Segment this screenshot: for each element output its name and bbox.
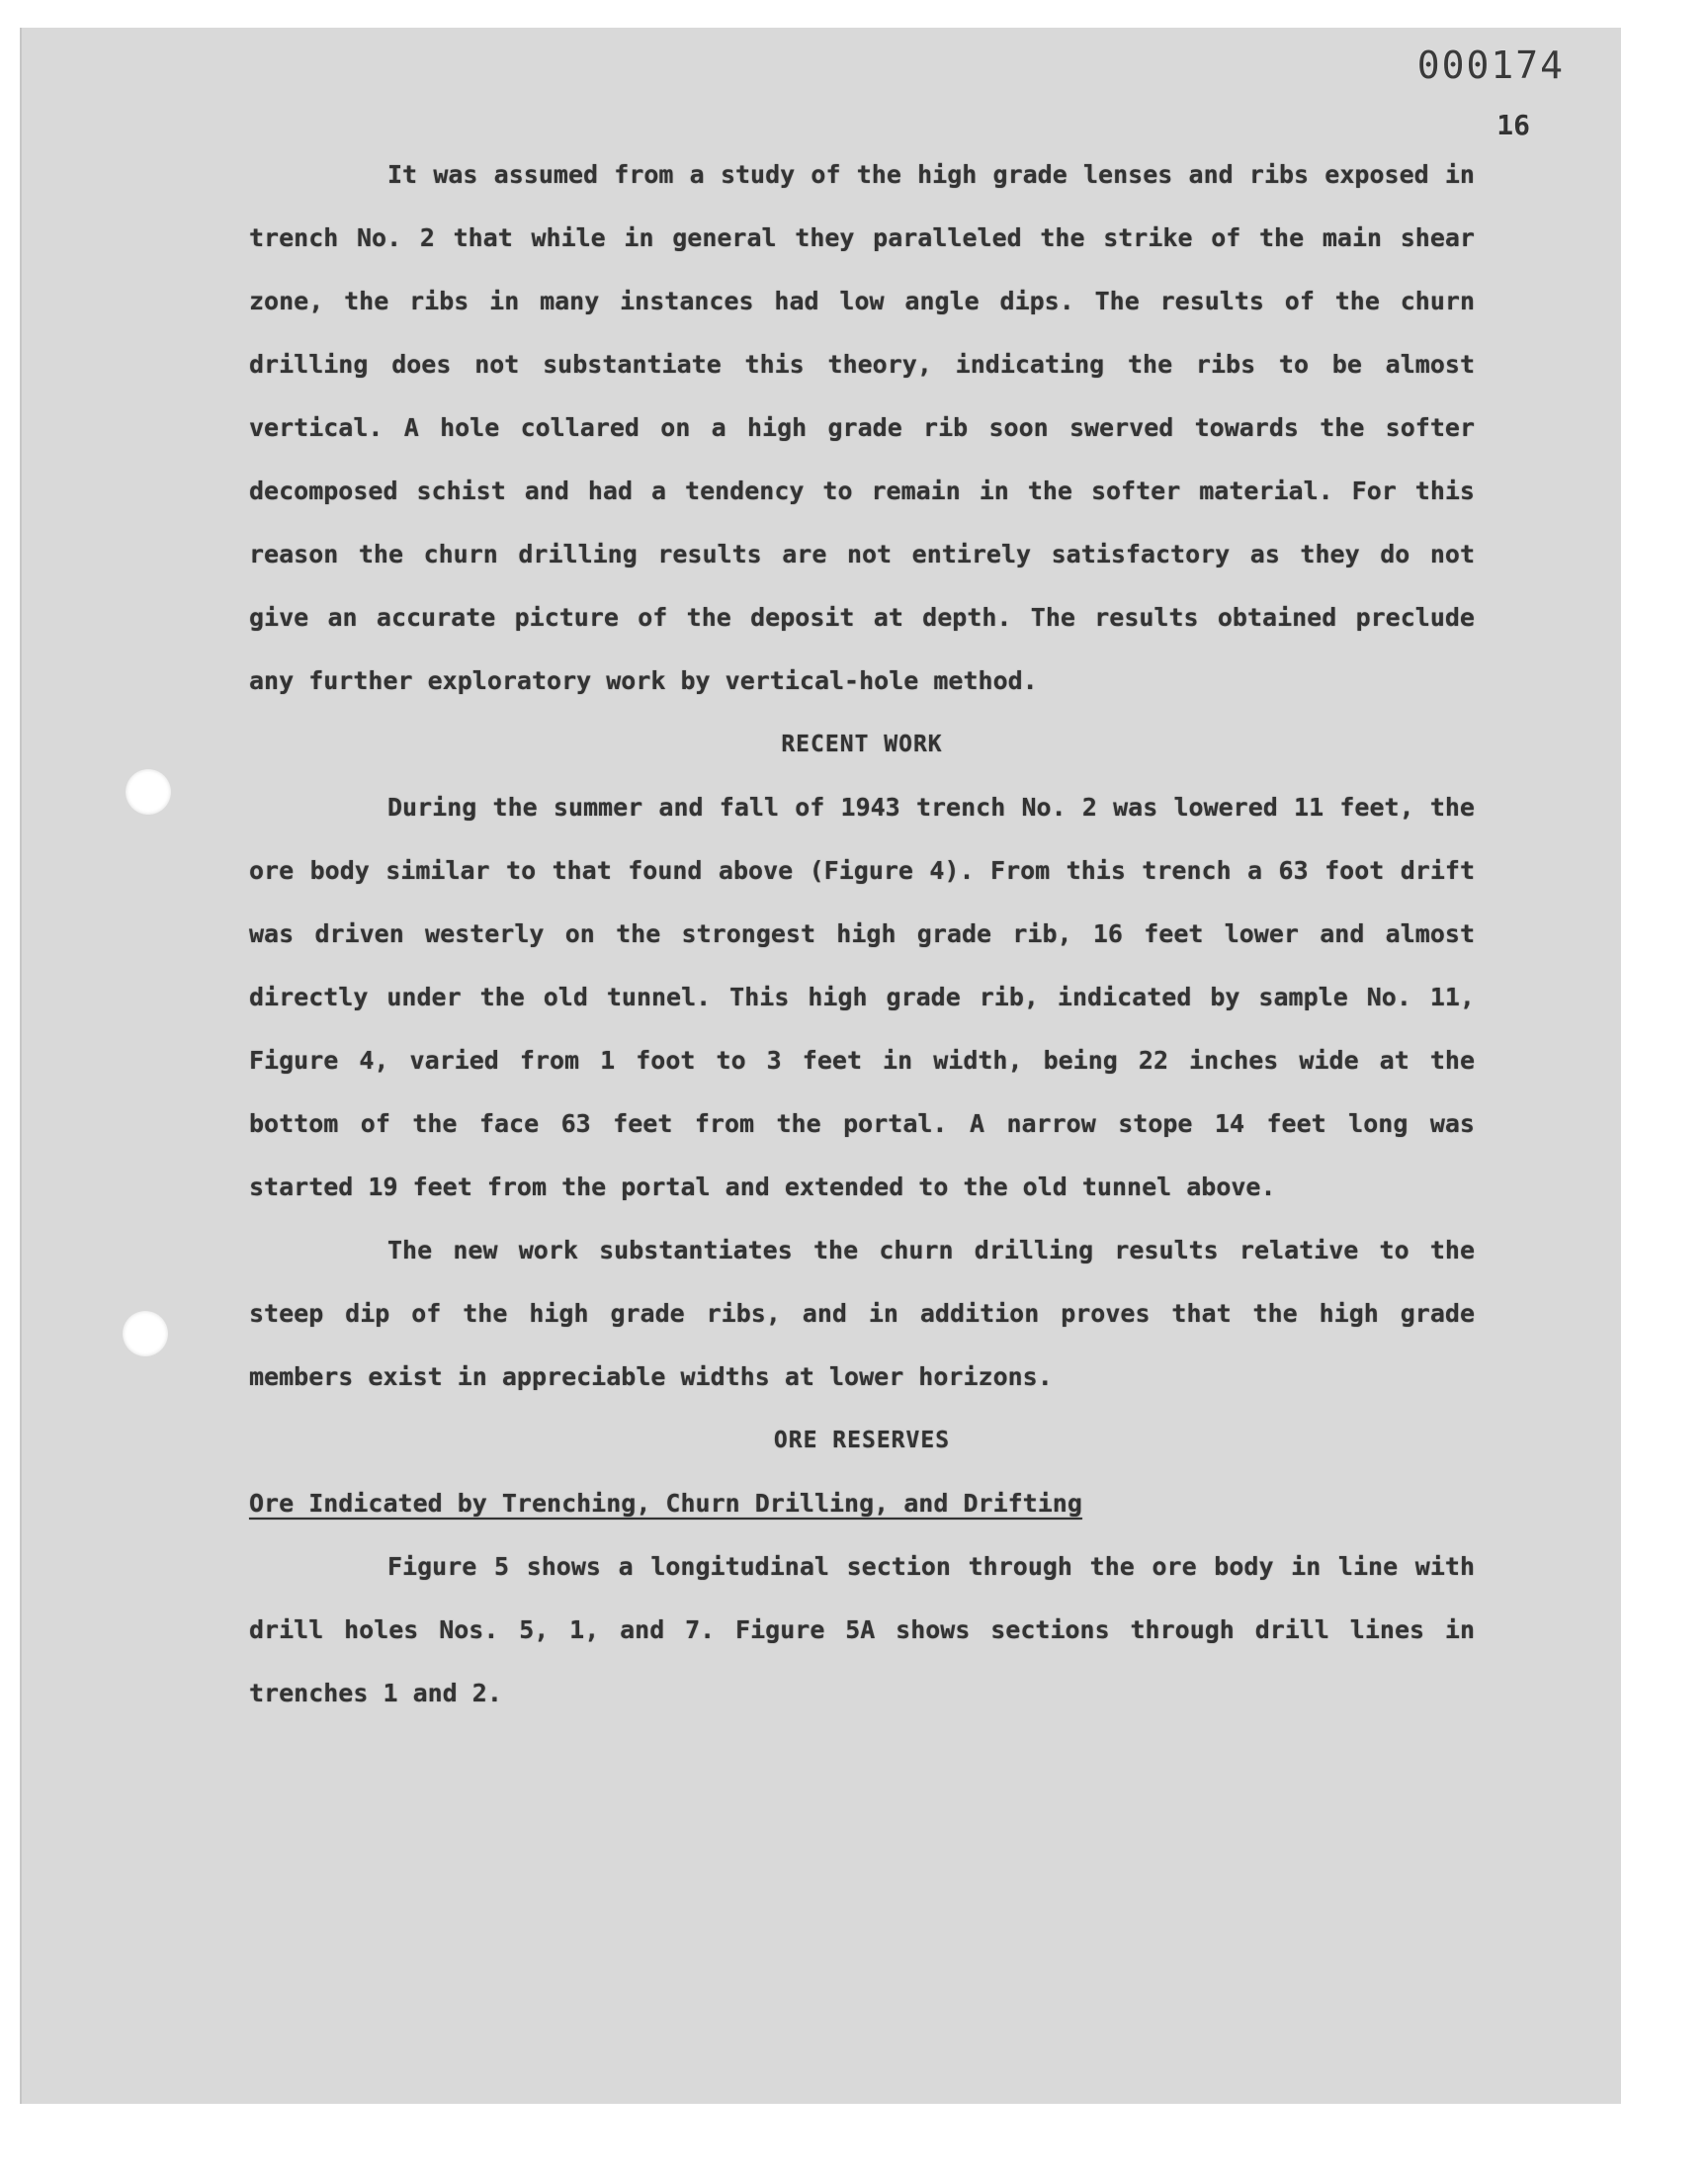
subheading-ore-indicated: Ore Indicated by Trenching, Churn Drilling, and Drifting [249, 1489, 1082, 1518]
punch-hole [123, 1311, 168, 1356]
paragraph-churn-drilling: It was assumed from a study of the high grade lenses and ribs exposed in trench No. 2 that while in general they paralleled the strike of the main shear zone, the ribs in many instances had low angle dips. The results of the churn drilling does not substantiate this theory, indicating the ribs to be almost vertical. A hole collared on a high grade rib soon swerved towards the softer decomposed schist and had a tendency to remain in the softer material. For this reason the churn drilling results are not entirely satisfactory as they do not give an accurate picture of the deposit at depth. The results obtained preclude any further exploratory work by vertical-hole method. [249, 160, 1475, 695]
heading-recent-work: RECENT WORK [781, 732, 943, 757]
paragraph-recent-work: During the summer and fall of 1943 trench No. 2 was lowered 11 feet, the ore body similar to that found above (Figure 4). From this trench a 63 foot drift was driven westerly on the strongest high grade rib, 16 feet lower and almost directly under the old tunnel. This high grade rib, indicated by sample No. 11, Figure 4, varied from 1 foot to 3 feet in width, being 22 inches wide at the bottom of the face 63 feet from the portal. A narrow stope 14 feet long was started 19 feet from the portal and extended to the old tunnel above. [249, 793, 1475, 1201]
paragraph-new-work: The new work substantiates the churn drilling results relative to the steep dip of the high grade ribs, and in addition proves that the high grade members exist in appreciable widths at lower horizons. [249, 1236, 1475, 1391]
page-number: 16 [1496, 109, 1530, 141]
document-body [249, 143, 1475, 1725]
punch-hole [126, 769, 171, 815]
document-number: 000174 [1416, 44, 1565, 87]
heading-ore-reserves: ORE RESERVES [773, 1428, 951, 1453]
paragraph-figure-5: Figure 5 shows a longitudinal section through the ore body in line with drill holes Nos. 5, 1, and 7. Figure 5A shows sections through drill lines in trenches 1 and 2. [249, 1552, 1475, 1707]
